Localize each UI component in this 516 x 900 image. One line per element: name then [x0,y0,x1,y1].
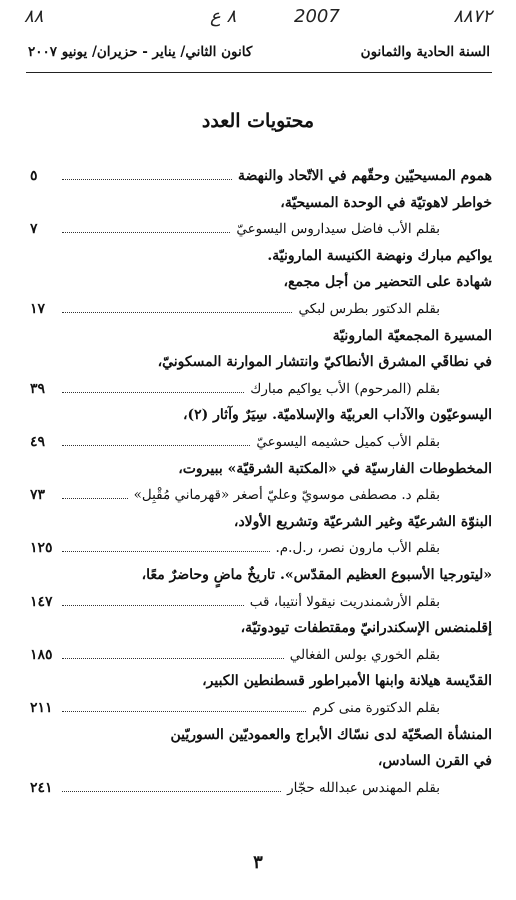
toc-author-line [30,481,492,503]
toc-author: بقلم الأب مارون نصر، ر.ل.م. [275,540,440,557]
toc-page-number: ١٢٥ [30,540,53,557]
header-issue-date: كانون الثاني/ يناير - حزيران/ يونيو ٢٠٠٧ [28,44,253,60]
dot-leader [62,445,250,446]
dot-leader [62,551,270,552]
toc-entry-line [30,268,492,290]
running-header [28,44,490,66]
toc-author-line [30,588,492,610]
toc-entry-line [30,401,492,423]
header-rule [26,72,492,73]
dot-leader [62,711,306,712]
toc-entry-line [30,455,492,477]
toc-author-line [30,694,492,716]
dot-leader [62,179,232,180]
toc-entry-title: في القرن السادس، [377,753,492,770]
toc-page-number: ٣٩ [30,380,46,397]
dot-leader [62,605,244,606]
toc-entry-title: خواطر لاهوتيّة في الوحدة المسيحيّة، [280,194,492,211]
handwritten-note-year: 2007 [294,6,340,27]
toc-entry-title: «ليتورجيا الأسبوع العظيم المقدّس». تاريخٌ ماضٍ وحاضرٌ معًا، [141,567,492,583]
toc-author-line [30,534,492,556]
toc-entry-title: القدّيسة هيلانة وابنها الأمبراطور قسطنطين الكبير، [202,673,492,690]
toc-author: بقلم الأرشمندريت نيقولا أنتيبا، قب [249,593,440,610]
toc-author-line [30,215,492,237]
toc-entry-title: يواكيم مبارك ونهضة الكنيسة المارونيّة. [267,247,492,264]
dot-leader [62,791,281,792]
toc-page-number: ٤٩ [30,434,46,450]
toc-entry-line [30,667,492,689]
toc-entry-title: إقلمنضس الإسكندرانيّ ومقتطفات تيودوتيّة، [240,620,492,637]
toc-author-line [30,375,492,397]
toc-entry-title: في نطاقَي المشرق الأنطاكيّ وانتشار الموارنة المسكونيّ، [157,354,492,371]
toc-page-number: ٧ [30,221,38,238]
toc-entry-line [30,348,492,370]
toc-entry-line [30,242,492,264]
toc-author: بقلم (المرحوم) الأب يواكيم مبارك [250,380,440,397]
toc-author: بقلم الدكتورة منى كرم [312,700,440,716]
toc-title: محتويات العدد [201,110,315,132]
toc-entry-title: المنشأة الصحّيّة لدى نسّاك الأبراج والعموديّين السوريّين [170,726,492,743]
dot-leader [62,658,284,659]
toc-entry-line [30,162,492,184]
handwritten-note-middle: ٨ ع [210,6,237,27]
toc-author: بقلم الخوري بولس الفغالي [289,646,440,663]
header-volume: السنة الحادية والثمانون [360,44,490,60]
toc-entry-line [30,508,492,530]
toc-author: بقلم الدكتور بطرس لبكي [298,301,440,317]
toc-author: بقلم الأب كميل حشيمه اليسوعيّ [256,434,440,450]
toc-entry-title: شهادة على التحضير من أجل مجمع، [283,274,492,291]
toc-page-number: ١٤٧ [30,593,53,610]
toc-page-number: ١٧ [30,301,46,317]
dot-leader [62,312,292,313]
dot-leader [62,232,230,233]
toc-page-number: ٢٤١ [30,779,53,796]
handwritten-note-right: ٨٨٧٢ [453,6,492,27]
toc-entry-title: المسيرة المجمعيّة المارونيّة [332,327,492,344]
page-number: ٣ [253,852,263,873]
toc-page-number: ٧٣ [30,487,46,504]
toc-author: بقلم د. مصطفى موسويّ وعليّ أصغر «قهرماني مُقْبِل» [133,487,440,504]
toc-entry-title: البنوّة الشرعيّة وغير الشرعيّة وتشريع الأولاد، [233,513,492,530]
toc-entry-line [30,614,492,636]
toc-entry-line [30,322,492,344]
toc-author-line [30,428,492,450]
toc-entry-title: اليسوعيّون والآداب العربيّة والإسلاميّة. سِيَرٌ وآثار (٢)، [182,407,492,424]
toc-author: بقلم المهندس عبدالله حجّار [287,779,440,796]
dot-leader [62,498,128,499]
toc-entry-title: المخطوطات الفارسيّة في «المكتبة الشرقيّة» ببيروت، [178,460,492,477]
toc-entry-line [30,721,492,743]
toc-entry-line [30,189,492,211]
toc-page-number: ٢١١ [30,700,53,716]
handwritten-note-left: ٨٨ [24,6,44,27]
toc-author-line [30,774,492,796]
toc-page-number: ٥ [30,168,38,184]
toc-author-line [30,295,492,317]
toc-entry-line [30,747,492,769]
toc-entry-line [30,561,492,583]
toc-entry-title: هموم المسيحيّين وحقّهم في الاتّحاد والنهضة [237,168,492,184]
toc-author-line [30,641,492,663]
handwritten-notes [24,6,492,32]
toc-page-number: ١٨٥ [30,646,53,663]
dot-leader [62,392,244,393]
toc-author: بقلم الأب فاضل سيداروس اليسوعيّ [236,221,440,238]
